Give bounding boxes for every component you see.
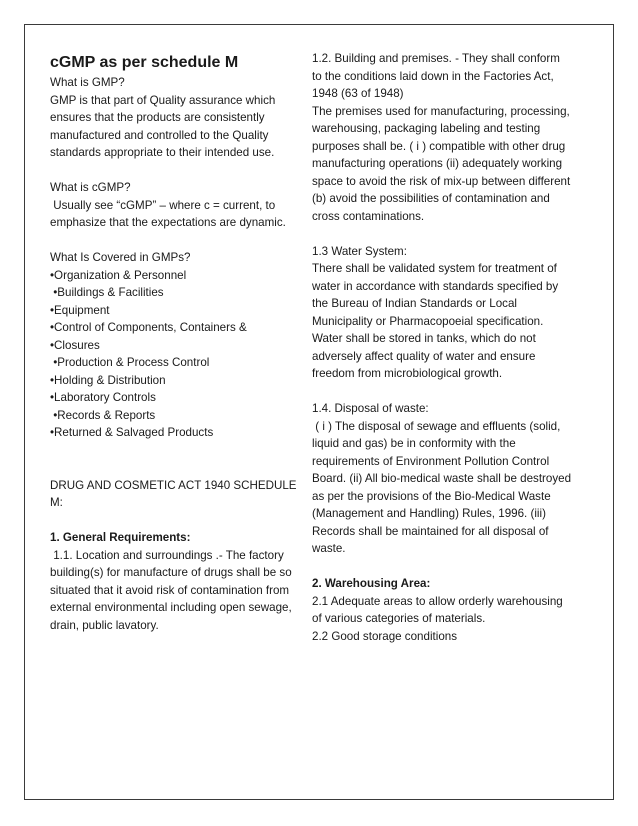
building-premises-text: 1.2. Building and premises. - They shall conform to the conditions laid down in the Factories Act, 1948 (63 of 1948) <box>312 52 560 100</box>
list-item: •Records & Reports <box>50 408 156 422</box>
water-system-heading: 1.3 Water System: <box>312 244 407 258</box>
right-column <box>312 50 575 645</box>
document-title: cGMP as per schedule M <box>50 54 239 71</box>
list-item: •Control of Components, Containers & <box>50 321 247 334</box>
list-item: •Closures <box>50 338 100 352</box>
warehousing-heading: 2. Warehousing Area: <box>312 577 431 590</box>
water-system-text: There shall be validated system for treatment of water in accordance with standards specified by the Bureau of Indian Standards or Local Municipality or Pharmacopoeial specification. Water shall be stored in tanks, which do not adversely affect quality of water and ensure freedom from microbiological growth. <box>312 262 559 380</box>
list-item: •Buildings & Facilities <box>50 286 164 299</box>
waste-disposal-heading: 1.4. Disposal of waste: <box>312 402 429 415</box>
covered-heading: What Is Covered in GMPs? <box>50 251 191 264</box>
storage-conditions-text: 2.2 Good storage conditions <box>312 629 458 643</box>
waste-disposal-text: ( i ) The disposal of sewage and effluents (solid, liquid and gas) be in conformity with the requirements of Environment Pollution Control Board. (ii) All bio-medical waste shall be destroyed as per the provisions of the Bio-Medical Waste (Management and Handling) Rules, 1996. (iii) Records shall be maintained for all disposal of waste. <box>312 419 575 555</box>
warehousing-text: 2.1 Adequate areas to allow orderly warehousing of various categories of materials. <box>312 594 563 625</box>
list-item: •Production & Process Control <box>50 356 210 369</box>
premises-requirements-text: The premises used for manufacturing, processing, warehousing, packaging labeling and testing purposes shall be. ( i ) compatible with other drug manufacturing operations (ii) adequately working space to avoid the risk of mix-up between different (b) avoid the possibilities of contamination and cross contaminations. <box>312 104 571 223</box>
what-is-gmp-question: What is GMP? <box>50 76 125 89</box>
left-column <box>50 52 302 634</box>
what-is-gmp-answer: GMP is that part of Quality assurance which ensures that the products are consistently manufactured and controlled to the Quality standards appropriate to their intended use. <box>50 93 276 159</box>
list-item: •Organization & Personnel <box>50 268 187 282</box>
general-requirements-heading: 1. General Requirements: <box>50 531 191 544</box>
act-heading: DRUG AND COSMETIC ACT 1940 SCHEDULE M: <box>50 478 297 509</box>
list-item: •Holding & Distribution <box>50 373 166 387</box>
what-is-cgmp-question: What is cGMP? <box>50 181 131 194</box>
general-requirements-text: 1.1. Location and surroundings .- The factory building(s) for manufacture of drugs shall be so situated that it avoid risk of contamination from external environmental including open sewage, drain, public lavatory. <box>50 548 295 632</box>
list-item: •Equipment <box>50 303 110 317</box>
list-item: •Returned & Salvaged Products <box>50 426 214 439</box>
list-item: •Laboratory Controls <box>50 391 156 404</box>
what-is-cgmp-answer: Usually see “cGMP” – where c = current, to emphasize that the expectations are dynamic. <box>50 198 286 229</box>
